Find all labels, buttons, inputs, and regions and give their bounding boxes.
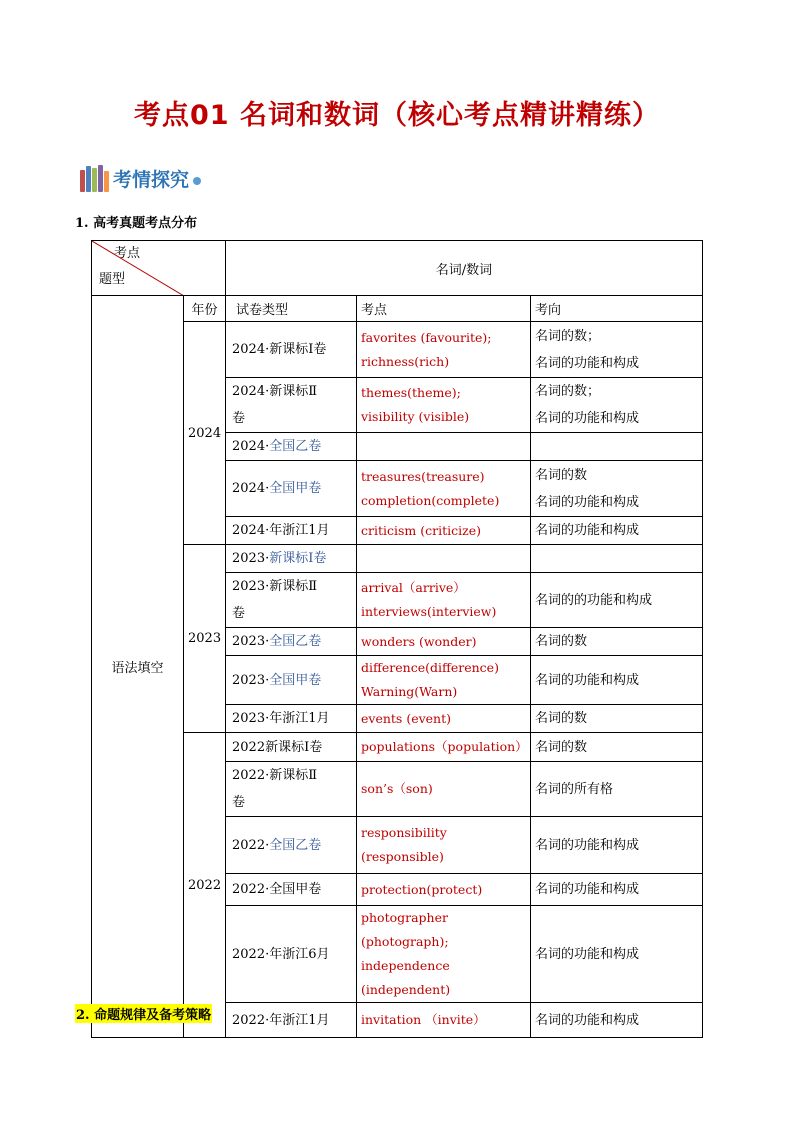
paper-label: 2024· xyxy=(232,439,270,454)
direction-cell xyxy=(531,545,703,573)
dot-icon xyxy=(193,177,201,185)
col-header-paper: 试卷类型 xyxy=(226,296,357,322)
year-cell: 2023 xyxy=(184,545,226,733)
direction-cell xyxy=(531,656,703,705)
point-cell xyxy=(357,762,531,817)
section-heading-1: 1. 高考真题考点分布 xyxy=(75,216,198,231)
paper-label: 2023· xyxy=(232,672,270,688)
point-line: visibility (visible) xyxy=(361,409,470,424)
point-line: criticism (criticize) xyxy=(361,522,481,538)
point-line: populations（population） xyxy=(361,739,528,754)
direction-line: 名词的数； xyxy=(535,384,601,399)
point-cell xyxy=(357,874,531,906)
paper-label-cont: 全国甲卷 xyxy=(269,481,322,496)
direction-cell xyxy=(531,1003,703,1038)
point-line: (responsible) xyxy=(361,849,444,864)
exam-distribution-table xyxy=(91,240,703,1038)
point-line: events (event) xyxy=(361,710,452,726)
direction-cell xyxy=(531,517,703,545)
direction-line: 名词的数 xyxy=(535,467,588,483)
point-line: wonders (wonder) xyxy=(361,633,477,649)
paper-label: 2023·年浙江1月 xyxy=(232,711,330,726)
point-line: difference(difference) xyxy=(361,660,499,675)
direction-line: 名词的功能和构成 xyxy=(535,1012,640,1028)
paper-label-cont: 全国甲卷 xyxy=(269,672,322,688)
paper-label: 2024·新课标Ⅱ xyxy=(232,384,318,399)
paper-cell xyxy=(226,656,357,705)
paper-label: 2022·年浙江6月 xyxy=(232,946,330,962)
direction-line: 名词的数 xyxy=(535,739,588,755)
point-line: richness(rich) xyxy=(361,353,450,369)
paper-cell xyxy=(226,817,357,874)
point-cell xyxy=(357,461,531,517)
diagonal-header-cell xyxy=(92,241,226,296)
paper-cell xyxy=(226,545,357,573)
direction-line: 名词的数 xyxy=(535,711,588,726)
point-line: interviews(interview) xyxy=(361,604,497,619)
paper-cell xyxy=(226,705,357,733)
paper-label: 2024·新课标Ⅰ卷 xyxy=(232,342,327,357)
point-line: treasures(treasure) xyxy=(361,468,485,484)
direction-line: 名词的功能和构成 xyxy=(535,672,640,688)
direction-line: 名词的所有格 xyxy=(535,781,614,797)
point-cell xyxy=(357,628,531,656)
direction-line: 名词的功能和构成 xyxy=(535,882,640,897)
paper-cell xyxy=(226,378,357,433)
point-line: Warning(Warn) xyxy=(361,684,458,699)
paper-cell xyxy=(226,322,357,378)
year-cell: 2024 xyxy=(184,322,226,545)
point-line: son’s（son) xyxy=(361,781,433,796)
paper-label: 2024· xyxy=(232,481,270,496)
direction-cell xyxy=(531,461,703,517)
direction-cell xyxy=(531,874,703,906)
point-cell xyxy=(357,545,531,573)
col-header-year: 年份 xyxy=(184,296,226,322)
point-cell xyxy=(357,906,531,1003)
banner-title: 考情探究 xyxy=(113,168,190,191)
point-cell xyxy=(357,433,531,461)
direction-line: 名词的功能和构成 xyxy=(535,946,640,962)
point-line: independence (independent) xyxy=(361,958,451,997)
question-type-label: 语法填空 xyxy=(111,661,164,676)
section-banner xyxy=(80,163,201,193)
direction-cell xyxy=(531,817,703,874)
books-icon xyxy=(80,164,110,192)
paper-label-cont: 新课标Ⅰ卷 xyxy=(269,551,327,566)
point-cell xyxy=(357,705,531,733)
paper-cell xyxy=(226,628,357,656)
paper-label-cont: 全国乙卷 xyxy=(269,634,322,649)
point-cell xyxy=(357,378,531,433)
paper-cell xyxy=(226,874,357,906)
point-line: favorites (favourite); xyxy=(361,329,492,345)
paper-label: 2023·新课标Ⅱ xyxy=(232,579,318,594)
paper-label-cont: 全国乙卷 xyxy=(269,837,322,853)
point-cell xyxy=(357,517,531,545)
paper-label: 2022·新课标Ⅱ xyxy=(232,768,318,783)
point-cell xyxy=(357,1003,531,1038)
paper-cell xyxy=(226,733,357,762)
table-row xyxy=(92,545,703,573)
direction-line: 名词的功能和构成 xyxy=(535,523,640,538)
direction-line: 名词的功能和构成 xyxy=(535,837,640,853)
paper-cell xyxy=(226,573,357,628)
point-cell xyxy=(357,656,531,705)
paper-label: 2022· xyxy=(232,837,270,853)
paper-label: 2022·年浙江1月 xyxy=(232,1012,330,1028)
header-main: 名词/数词 xyxy=(226,241,703,296)
direction-cell xyxy=(531,906,703,1003)
direction-cell xyxy=(531,705,703,733)
paper-cell xyxy=(226,461,357,517)
direction-cell xyxy=(531,762,703,817)
direction-cell xyxy=(531,378,703,433)
paper-cell xyxy=(226,1003,357,1038)
paper-cell xyxy=(226,433,357,461)
col-header-point: 考点 xyxy=(357,296,531,322)
paper-cell xyxy=(226,762,357,817)
year-cell: 2022 xyxy=(184,733,226,1038)
direction-line: 名词的数； xyxy=(535,328,601,344)
paper-cell xyxy=(226,906,357,1003)
section-heading-2: 2. 命题规律及备考策略 xyxy=(75,1004,212,1023)
table-header-row xyxy=(92,241,703,296)
point-line: themes(theme); xyxy=(361,385,461,400)
direction-cell xyxy=(531,573,703,628)
paper-label: 2022·全国甲卷 xyxy=(232,882,322,897)
paper-label: 2024·年浙江1月 xyxy=(232,523,330,538)
direction-line: 名词的的功能和构成 xyxy=(535,592,653,608)
point-cell xyxy=(357,733,531,762)
point-line: photographer (photograph); xyxy=(361,910,449,949)
question-type-cell xyxy=(92,296,184,1038)
point-line: protection(protect) xyxy=(361,881,483,897)
direction-line: 名词的功能和构成 xyxy=(535,494,640,510)
direction-line: 名词的数 xyxy=(535,634,588,649)
point-line: responsibility xyxy=(361,825,447,840)
point-cell xyxy=(357,322,531,378)
direction-cell xyxy=(531,628,703,656)
corner-bottom-label: 题型 xyxy=(99,272,126,287)
column-header-row xyxy=(92,296,703,322)
paper-label-cont: 卷 xyxy=(232,411,246,426)
point-cell xyxy=(357,817,531,874)
paper-cell xyxy=(226,517,357,545)
paper-label-cont: 全国乙卷 xyxy=(269,439,322,454)
table-row xyxy=(92,322,703,378)
direction-line: 名词的功能和构成 xyxy=(535,411,640,426)
paper-label-cont: 卷 xyxy=(232,606,246,621)
page-title: 考点01 名词和数词（核心考点精讲精练） xyxy=(134,100,660,131)
col-header-direction: 考向 xyxy=(531,296,703,322)
paper-label: 2023· xyxy=(232,551,270,566)
paper-label: 2022新课标Ⅰ卷 xyxy=(232,739,323,755)
direction-cell xyxy=(531,433,703,461)
direction-cell xyxy=(531,322,703,378)
corner-top-label: 考点 xyxy=(114,246,141,261)
direction-cell xyxy=(531,733,703,762)
point-line: completion(complete) xyxy=(361,492,500,508)
point-line: arrival（arrive） xyxy=(361,580,466,595)
paper-label: 2023· xyxy=(232,634,270,649)
table-row xyxy=(92,733,703,762)
point-line: invitation （invite） xyxy=(361,1012,486,1027)
direction-line: 名词的功能和构成 xyxy=(535,355,640,371)
point-cell xyxy=(357,573,531,628)
paper-label-cont: 卷 xyxy=(232,795,246,810)
